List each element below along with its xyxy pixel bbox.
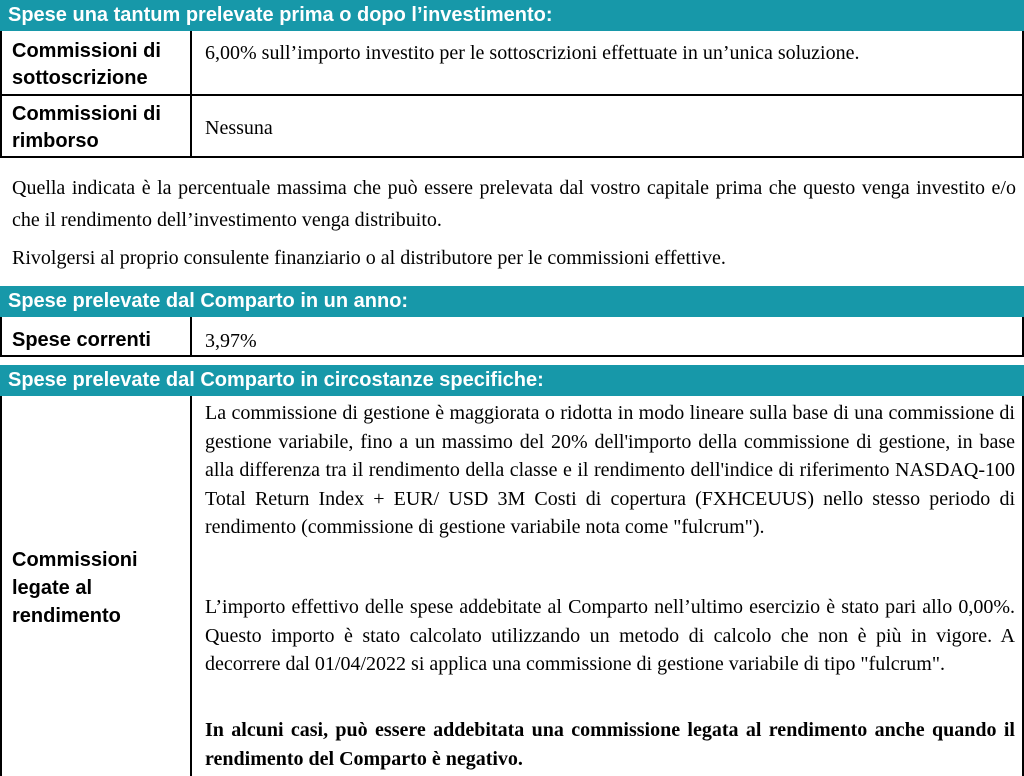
row-label-entry-charge-line2: sottoscrizione bbox=[12, 67, 148, 89]
performance-fee-actual-amount: L’importo effettivo delle spese addebitate al Comparto nell’ultimo esercizio è stato pari allo 0,00%. Questo importo è stato calcolato utilizzando un metodo di calcolo che non è più in vigore. A decorrere dal 01/04/2022 si applica una commissione di gestione variabile di tipo "fulcrum". bbox=[205, 596, 1015, 676]
row-label-performance-fee-line1: Commissioni bbox=[12, 549, 138, 571]
row-value-ongoing-charges: 3,97% bbox=[205, 330, 257, 352]
note-consult-advisor: Rivolgersi al proprio consulente finanziario o al distributore per le commissioni effettive. bbox=[12, 247, 726, 269]
row-label-exit-charge bbox=[12, 101, 161, 155]
row-label-exit-charge-line2: rimborso bbox=[12, 130, 99, 152]
table2-border-bottom bbox=[0, 355, 1024, 357]
row-label-entry-charge bbox=[12, 38, 161, 92]
section-header-specific-charges: Spese prelevate dal Comparto in circostanze specifiche: bbox=[0, 365, 1024, 396]
row-label-performance-fee-line3: rendimento bbox=[12, 605, 121, 627]
row-label-entry-charge-line1: Commissioni di bbox=[12, 40, 161, 62]
row-label-performance-fee-line2: legate al bbox=[12, 577, 93, 599]
row-label-exit-charge-line1: Commissioni di bbox=[12, 103, 161, 125]
row-label-ongoing-charges: Spese correnti bbox=[12, 329, 151, 351]
table2-border-left bbox=[0, 317, 2, 357]
table3-column-divider bbox=[190, 396, 192, 776]
row-value-entry-charge: 6,00% sull’importo investito per le sottoscrizioni effettuate in un’unica soluzione. bbox=[205, 42, 860, 64]
row-value-exit-charge: Nessuna bbox=[205, 117, 273, 139]
note-maximum-charge: Quella indicata è la percentuale massima che può essere prelevata dal vostro capitale prima che questo venga investito e/o che il rendimento dell’investimento venga distribuito. bbox=[12, 177, 1016, 231]
table-border-bottom bbox=[0, 156, 1024, 158]
performance-fee-description: La commissione di gestione è maggiorata o ridotta in modo lineare sulla base di una commissione di gestione variabile, fino a un massimo del 20% dell'importo della commissione di gestione, in base alla differenza tra il rendimento della classe e il rendimento dell'indice di riferimento NASDAQ-100 Total Return Index + EUR/ USD 3M Costi di copertura (FXHCEUUS) nello stesso periodo di rendimento (commissione di gestione variabile nota come "fulcrum"). bbox=[205, 402, 1015, 539]
table-row-divider bbox=[0, 94, 1024, 96]
table2-column-divider bbox=[190, 317, 192, 357]
table3-border-left bbox=[0, 396, 2, 776]
section-header-annual-charges: Spese prelevate dal Comparto in un anno: bbox=[0, 286, 1024, 317]
row-label-performance-fee bbox=[12, 546, 138, 630]
performance-fee-warning: In alcuni casi, può essere addebitata una commissione legata al rendimento anche quando il rendimento del Comparto è negativo. bbox=[205, 719, 1015, 770]
section-header-one-off-charges: Spese una tantum prelevate prima o dopo l’investimento: bbox=[0, 0, 1024, 31]
